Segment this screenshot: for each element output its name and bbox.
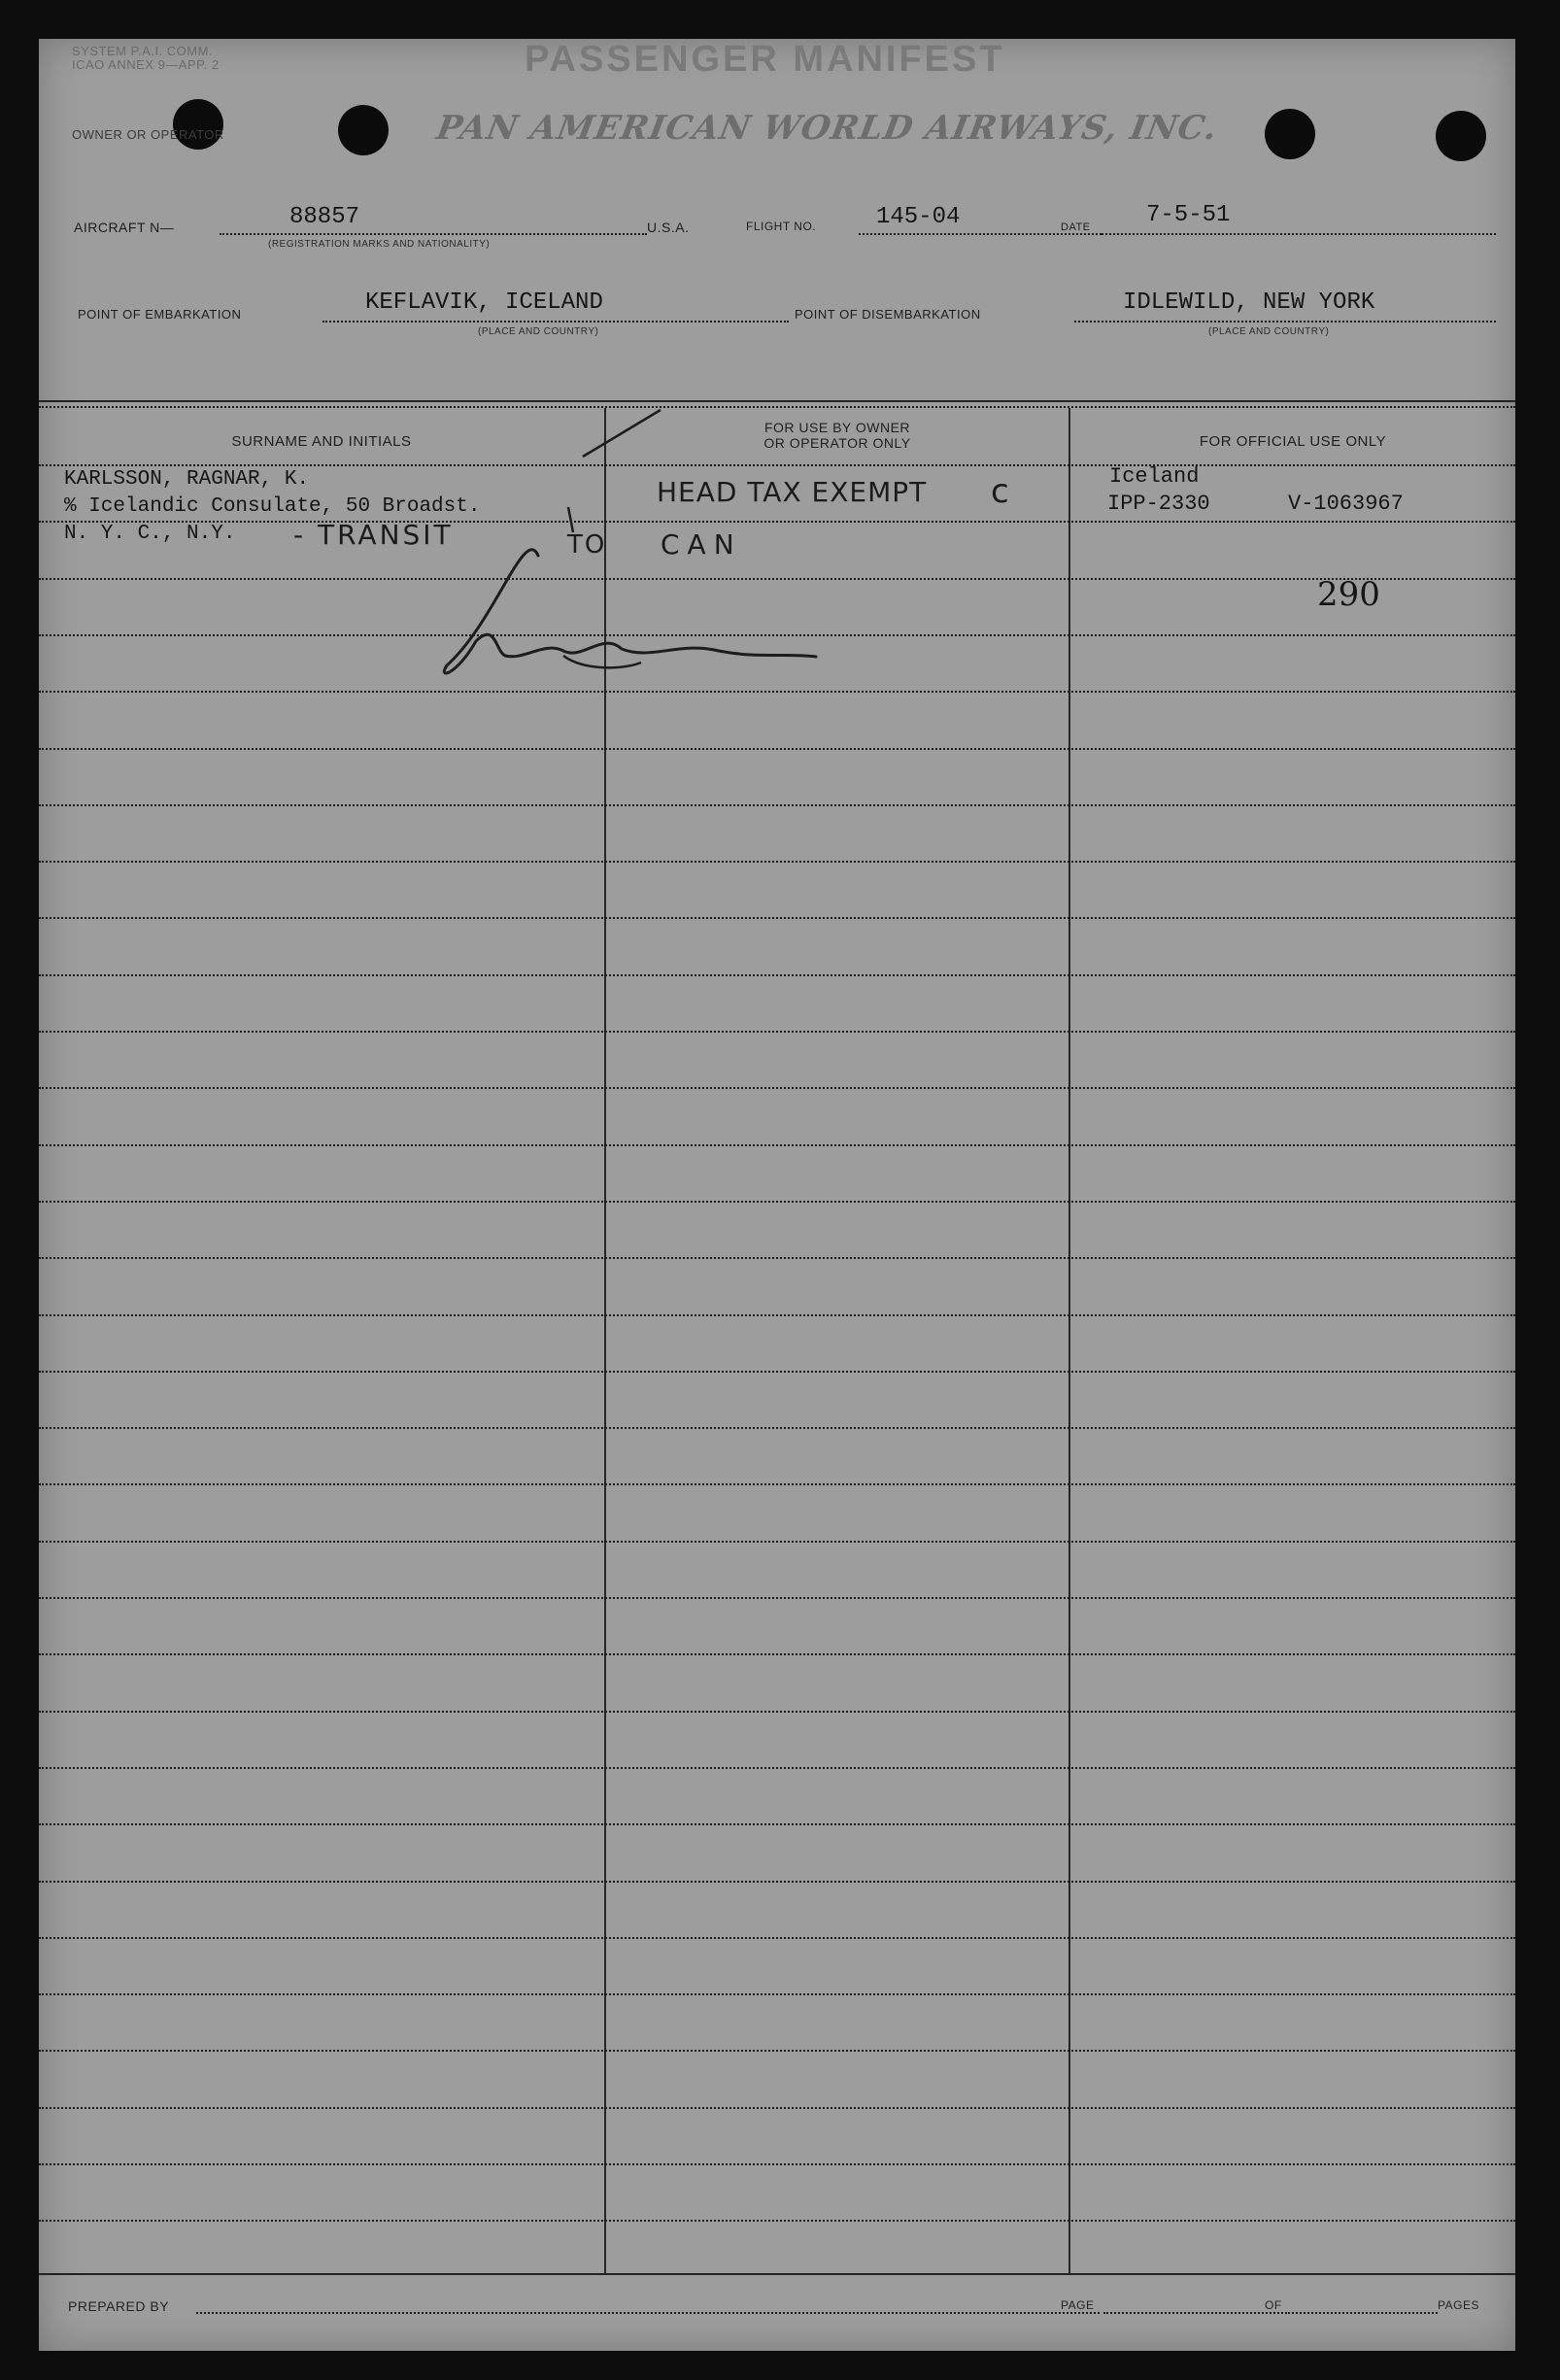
punch-hole (1436, 111, 1486, 161)
punch-hole (1265, 109, 1315, 159)
flight-value: 145-04 (876, 204, 961, 230)
row-line (39, 1823, 1515, 1825)
punch-hole (338, 105, 389, 155)
flight-label: FLIGHT NO. (746, 220, 817, 233)
column-header-surname: SURNAME AND INITIALS (231, 433, 412, 450)
transit-note: - TRANSIT (293, 519, 454, 551)
transit-destination: CAN (661, 528, 742, 561)
punch-hole (173, 99, 223, 150)
row-line (39, 1371, 1515, 1373)
column-header-owner-1: FOR USE BY OWNER (763, 420, 911, 435)
row-line (39, 1597, 1515, 1599)
row-line (39, 1483, 1515, 1485)
form-ref-line1: SYSTEM P.A.I. COMM. (72, 44, 214, 58)
nationality: Iceland (1109, 464, 1200, 489)
row-line (39, 2163, 1515, 2165)
visa-number: V-1063967 (1288, 492, 1404, 516)
row-line (39, 1711, 1515, 1713)
page-title: PASSENGER MANIFEST (525, 39, 1005, 80)
signature-graphic (39, 408, 1515, 1088)
row-line (39, 1993, 1515, 1995)
row-line (39, 1767, 1515, 1769)
passenger-address: % Icelandic Consulate, 50 Broadst. (64, 495, 481, 518)
row-line (39, 2050, 1515, 2052)
aircraft-value: 88857 (289, 204, 360, 230)
company-name: PAN AMERICAN WORLD AIRWAYS, INC. (433, 109, 1221, 148)
row-line (39, 1314, 1515, 1316)
embarkation-label: POINT OF EMBARKATION (78, 307, 242, 322)
passenger-city: N. Y. C., N.Y. (64, 523, 236, 545)
date-value: 7-5-51 (1146, 202, 1231, 228)
passport-number: IPP-2330 (1107, 492, 1210, 516)
official-number: 290 (1317, 575, 1380, 614)
row-line (39, 1201, 1515, 1203)
column-header-official: FOR OFFICIAL USE ONLY (1199, 433, 1387, 450)
aircraft-label: AIRCRAFT N— (74, 220, 175, 235)
row-line (39, 2220, 1515, 2222)
prepared-by-label: PREPARED BY (68, 2298, 170, 2314)
disembarkation-sublabel: (PLACE AND COUNTRY) (1208, 326, 1330, 337)
row-line (39, 1144, 1515, 1146)
row-line (39, 2107, 1515, 2109)
row-line (39, 1937, 1515, 1939)
row-line (39, 1653, 1515, 1655)
manifest-sheet (39, 39, 1515, 2351)
of-label: OF (1265, 2298, 1282, 2312)
row-line (39, 1257, 1515, 1259)
usa-label: U.S.A. (647, 220, 690, 235)
transit-to: TO (567, 530, 607, 560)
date-label: DATE (1061, 221, 1091, 233)
aircraft-sublabel: (REGISTRATION MARKS AND NATIONALITY) (268, 239, 491, 250)
form-ref-line2: ICAO ANNEX 9—APP. 2 (72, 57, 220, 72)
row-line (39, 1427, 1515, 1429)
pages-label: PAGES (1438, 2298, 1479, 2312)
passenger-name: KARLSSON, RAGNAR, K. (64, 468, 310, 491)
row-line (39, 1541, 1515, 1543)
page-label: PAGE (1061, 2298, 1095, 2312)
row-line (39, 1881, 1515, 1883)
head-tax-note: HEAD TAX EXEMPT (657, 476, 928, 508)
embarkation-sublabel: (PLACE AND COUNTRY) (478, 326, 599, 337)
embarkation-value: KEFLAVIK, ICELAND (365, 289, 603, 316)
column-header-owner-2: OR OPERATOR ONLY (763, 435, 911, 451)
disembarkation-label: POINT OF DISEMBARKATION (795, 307, 981, 322)
disembarkation-value: IDLEWILD, NEW YORK (1123, 289, 1375, 316)
check-mark: c (991, 472, 1009, 511)
owner-label: OWNER OR OPERATOR (72, 127, 224, 142)
